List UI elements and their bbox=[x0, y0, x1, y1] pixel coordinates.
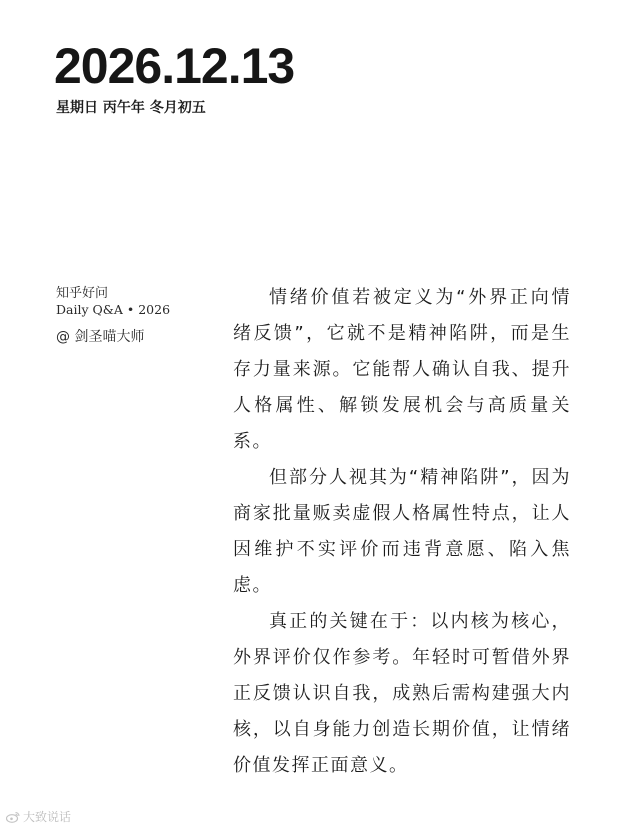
article-meta bbox=[56, 286, 216, 346]
watermark-text: 大致说话 bbox=[23, 810, 72, 824]
author-handle[interactable]: @ 剑圣喵大师 bbox=[56, 329, 145, 345]
weibo-icon bbox=[6, 811, 20, 823]
paragraph: 情绪价值若被定义为“外界正向情绪反馈”，它就不是精神陷阱，而是生存力量来源。它能帮人确认自我、提升人格属性、解锁发展机会与高质量关系。 bbox=[233, 287, 571, 452]
article-body bbox=[233, 280, 571, 784]
column-title: 知乎好问 bbox=[56, 286, 109, 301]
column-subtitle: Daily Q&A • 2026 bbox=[56, 302, 171, 317]
paragraph: 但部分人视其为“精神陷阱”，因为商家批量贩卖虚假人格属性特点，让人因维护不实评价而违背意愿、陷入焦虑。 bbox=[233, 467, 571, 596]
lunar-date: 星期日 丙午年 冬月初五 bbox=[56, 100, 206, 116]
page-date: 2026.12.13 bbox=[54, 38, 295, 94]
paragraph: 真正的关键在于：以内核为核心，外界评价仅作参考。年轻时可暂借外界正反馈认识自我，成熟后需构建强大内核，以自身能力创造长期价值，让情绪价值发挥正面意义。 bbox=[233, 611, 571, 776]
watermark bbox=[6, 810, 71, 824]
